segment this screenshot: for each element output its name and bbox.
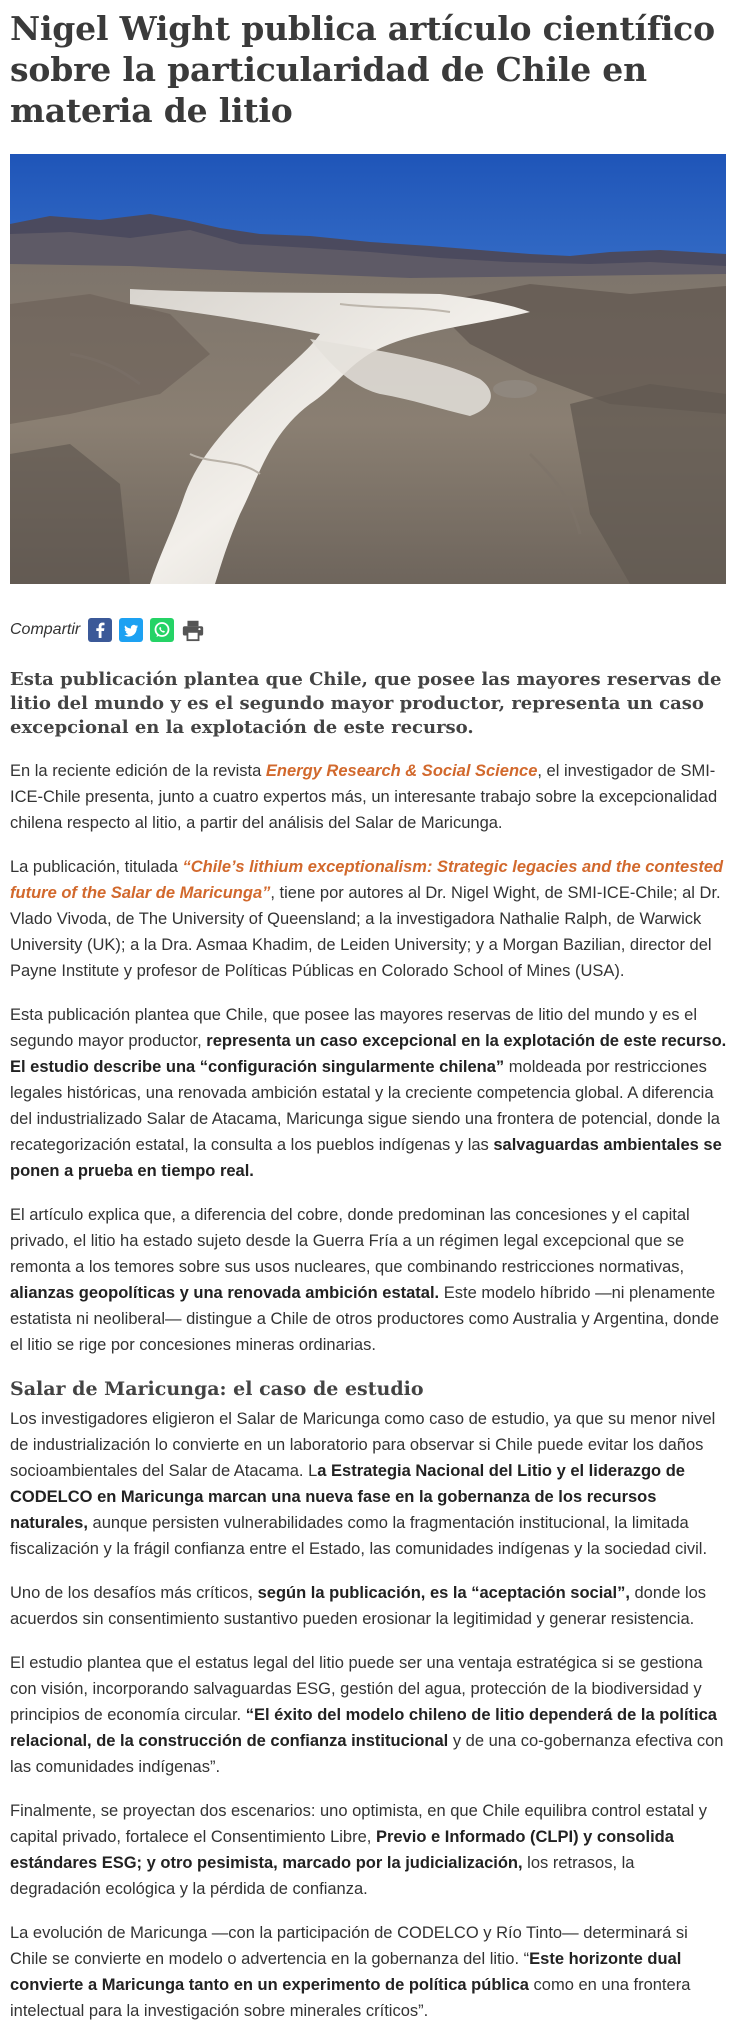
paragraph-2-text-b: , tiene por autores al Dr. Nigel Wight, de SMI-ICE-Chile; al Dr. Vlado Vivoda, de The University of Queensland; a la investigadora Nathalie Ralph, de Warwick University (UK); a la Dra. Asmaa Khadim, de Leiden University; y a Morgan Bazilian, director del Payne Institute y profesor de Políticas Públicas en Colorado School of Mines (USA). (10, 884, 721, 980)
salar-landscape-illustration (10, 154, 726, 584)
publication-link[interactable]: “Chile’s lithium exceptionalism: Strategic legacies and the contested future of the Salar de Maricunga” (10, 858, 724, 902)
share-bar (10, 616, 728, 644)
paragraph-3-bold-b: representa un caso excepcional en la explotación de este recurso. El estudio describe una “configuración singularmente chilena” (10, 1032, 727, 1076)
article-lead: Esta publicación plantea que Chile, que posee las mayores reservas de litio del mundo y es el segundo mayor productor, representa un caso excepcional en la explotación de este recurso. (10, 669, 722, 738)
paragraph-9-text-a: La evolución de Maricunga —con la participación de CODELCO y Río Tinto— determinará si Chile se convierte en modelo o advertencia en la gobernanza del litio. “ (10, 1924, 688, 1968)
paragraph-2 (10, 854, 728, 984)
share-label: Compartir (10, 621, 81, 638)
paragraph-4 (10, 1202, 728, 1358)
section-subheading: Salar de Maricunga: el caso de estudio (10, 1378, 424, 1400)
whatsapp-icon[interactable] (150, 618, 174, 642)
hero-image (10, 154, 726, 584)
paragraph-5 (10, 1406, 728, 1562)
paragraph-4-text-c: Este modelo híbrido —ni plenamente estatista ni neoliberal— distingue a Chile de otros productores como Australia y Argentina, donde el litio se rige por concesiones mineras ordinarias. (10, 1284, 720, 1354)
article-container (0, 8, 738, 2024)
paragraph-7-bold-b: “El éxito del modelo chileno de litio dependerá de la política relacional, de la construcción de confianza institucional (10, 1706, 717, 1750)
journal-link[interactable]: Energy Research & Social Science (265, 762, 538, 780)
paragraph-8 (10, 1798, 728, 1902)
paragraph-7-text-c: y de una co-gobernanza efectiva con las comunidades indígenas”. (10, 1732, 724, 1776)
paragraph-8-text-c: los retrasos, la degradación ecológica y la pérdida de confianza. (10, 1854, 635, 1898)
paragraph-8-text-a: Finalmente, se proyectan dos escenarios: uno optimista, en que Chile equilibra control estatal y capital privado, fortalece el Consentimiento Libre, (10, 1802, 708, 1846)
paragraph-3-text-a: Esta publicación plantea que Chile, que posee las mayores reservas de litio del mundo y es el segundo mayor productor, (10, 1006, 697, 1050)
twitter-icon[interactable] (119, 618, 143, 642)
paragraph-7-text-a: El estudio plantea que el estatus legal del litio puede ser una ventaja estratégica si se gestiona con visión, incorporando salvaguardas ESG, gestión del agua, protección de la biodiversidad y principios de economía circular. (10, 1654, 703, 1724)
paragraph-1-text-b: , el investigador de SMI-ICE-Chile presenta, junto a cuatro expertos más, un interesante trabajo sobre la excepcionalidad chilena respecto al litio, a partir del análisis del Salar de Maricunga. (10, 762, 718, 832)
paragraph-4-bold-b: alianzas geopolíticas y una renovada ambición estatal. (10, 1284, 440, 1302)
facebook-icon[interactable] (88, 618, 112, 642)
paragraph-5-bold-b: a Estrategia Nacional del Litio y el liderazgo de CODELCO en Maricunga marcan una nueva fase en la gobernanza de los recursos naturales, (10, 1462, 685, 1532)
paragraph-5-text-c: aunque persisten vulnerabilidades como la fragmentación institucional, la limitada fiscalización y la frágil confianza entre el Estado, las comunidades indígenas y la sociedad civil. (10, 1514, 708, 1558)
paragraph-5-text-a: Los investigadores eligieron el Salar de Maricunga como caso de estudio, ya que su menor nivel de industrialización lo convierte en un laboratorio para observar si Chile puede evitar los daños socioambientales del Salar de Atacama. L (10, 1410, 716, 1480)
paragraph-9-text-c: como en una frontera intelectual para la investigación sobre minerales críticos”. (10, 1976, 691, 2020)
paragraph-9-bold-b: Este horizonte dual convierte a Maricunga tanto en un experimento de política pública (10, 1950, 682, 1994)
paragraph-3 (10, 1002, 728, 1184)
paragraph-1-text-a: En la reciente edición de la revista (10, 762, 266, 780)
paragraph-6 (10, 1580, 728, 1632)
paragraph-9 (10, 1920, 728, 2024)
print-icon[interactable] (181, 618, 205, 642)
paragraph-7 (10, 1650, 728, 1780)
paragraph-3-text-c: moldeada por restricciones legales históricas, una renovada ambición estatal y la creciente competencia global. A diferencia del industrializado Salar de Atacama, Maricunga sigue siendo una frontera de potencial, donde la recategorización estatal, la consulta a los pueblos indígenas y las (10, 1058, 720, 1154)
paragraph-2-text-a: La publicación, titulada (10, 858, 183, 876)
paragraph-1 (10, 758, 728, 836)
paragraph-3-bold-d: salvaguardas ambientales se ponen a prueba en tiempo real. (10, 1136, 722, 1180)
paragraph-6-bold-b: según la publicación, es la “aceptación social”, (257, 1584, 630, 1602)
article-title: Nigel Wight publica artículo científico sobre la particularidad de Chile en materia de litio (10, 9, 715, 130)
paragraph-4-text-a: El artículo explica que, a diferencia del cobre, donde predominan las concesiones y el capital privado, el litio ha estado sujeto desde la Guerra Fría a un régimen legal excepcional que se remonta a los temores sobre sus usos nucleares, que combinando restricciones normativas, (10, 1206, 690, 1276)
paragraph-8-bold-b: Previo e Informado (CLPI) y consolida estándares ESG; y otro pesimista, marcado por la judicialización, (10, 1828, 674, 1872)
paragraph-6-text-a: Uno de los desafíos más críticos, (10, 1584, 258, 1602)
paragraph-6-text-c: donde los acuerdos sin consentimiento sustantivo pueden erosionar la legitimidad y generar resistencia. (10, 1584, 707, 1628)
